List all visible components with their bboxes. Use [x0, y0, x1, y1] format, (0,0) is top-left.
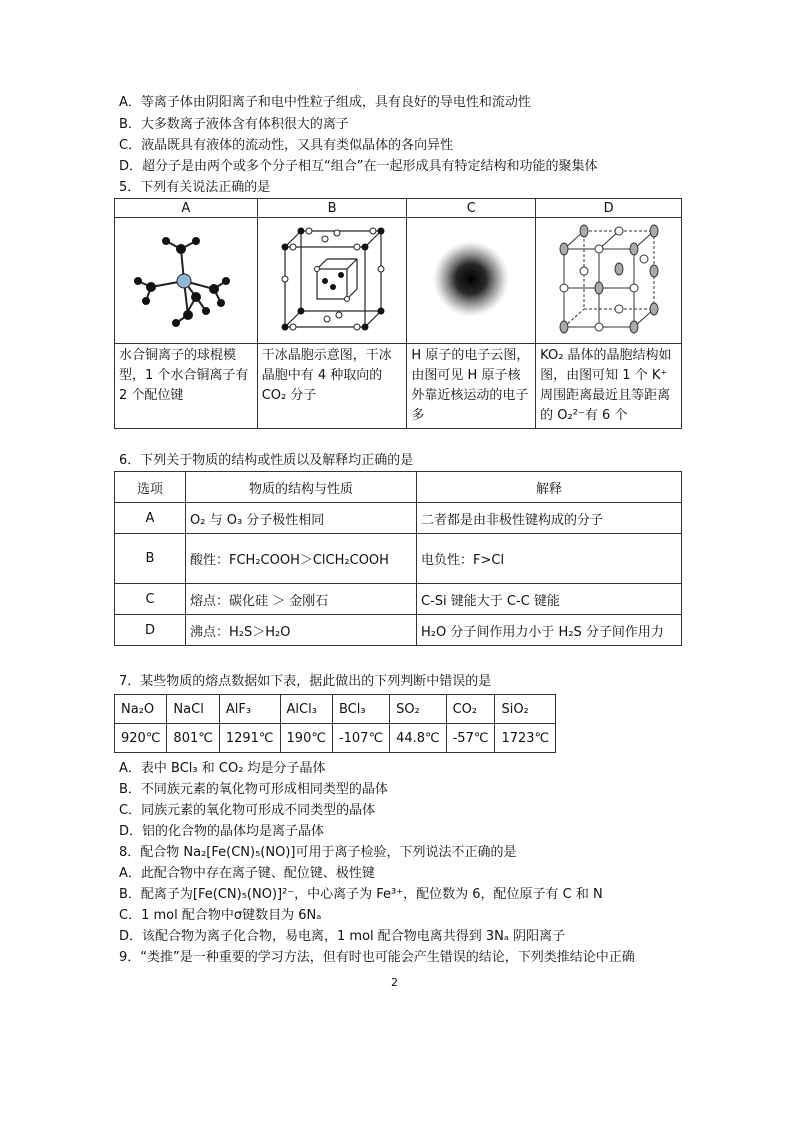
q6-row-d-option: D	[115, 615, 186, 646]
q7-melting-point: -107℃	[332, 724, 389, 753]
q4-option-d: D．超分子是由两个或多个分子相互“组合”在一起形成具有特定结构和功能的聚集体	[119, 159, 598, 174]
q6-header-option: 选项	[115, 472, 186, 503]
q4-option-b: B．大多数离子液体含有体积很大的离子	[119, 117, 349, 132]
hydrogen-electron-cloud-diagram	[407, 218, 536, 344]
q7-substance: NaCl	[167, 695, 219, 724]
q7-substance: Na₂O	[115, 695, 167, 724]
q6-header-property: 物质的结构与性质	[186, 472, 417, 503]
q5-header-c: C	[407, 199, 536, 218]
q5-stem: 5．下列有关说法正确的是	[119, 180, 271, 195]
q7-substance: BCl₃	[332, 695, 389, 724]
q6-row-b-property: 酸性：FCH₂COOH＞ClCH₂COOH	[186, 534, 417, 584]
q6-header-explanation: 解释	[417, 472, 682, 503]
q7-melting-point: 44.8℃	[390, 724, 447, 753]
q8-stem: 8．配合物 Na₂[Fe(CN)₅(NO)]可用于离子检验，下列说法不正确的是	[119, 845, 517, 860]
q6-row-a-explanation: 二者都是由非极性键构成的分子	[417, 503, 682, 534]
q7-substance: AlF₃	[219, 695, 280, 724]
q9-stem: 9．“类推”是一种重要的学习方法，但有时也可能会产生错误的结论，下列类推结论中正确	[119, 950, 635, 965]
q7-melting-point: 190℃	[280, 724, 332, 753]
q4-option-c: C．液晶既具有液体的流动性，又具有类似晶体的各向异性	[119, 138, 454, 153]
q5-header-d: D	[536, 199, 682, 218]
q7-melting-point: 1291℃	[219, 724, 280, 753]
q7-melting-point-table	[114, 694, 556, 753]
q5-table	[114, 198, 682, 429]
q5-header-b: B	[257, 199, 407, 218]
q7-melting-point: -57℃	[446, 724, 495, 753]
q7-option-d: D．铝的化合物的晶体均是离子晶体	[119, 824, 325, 839]
q7-melting-point: 920℃	[115, 724, 167, 753]
q5-header-a: A	[115, 199, 258, 218]
page-number: 2	[391, 976, 398, 989]
q7-option-b: B．不同族元素的氧化物可形成相同类型的晶体	[119, 782, 388, 797]
ko2-crystal-cell-diagram	[536, 218, 682, 344]
q5-caption-d: KO₂ 晶体的晶胞结构如图，由图可知 1 个 K⁺周围距离最近且等距离的 O₂²⁻有 6 个	[536, 344, 682, 429]
q6-row-c-explanation: C-Si 键能大于 C-C 键能	[417, 584, 682, 615]
q7-melting-point: 1723℃	[495, 724, 556, 753]
q6-row-d-property: 沸点：H₂S＞H₂O	[186, 615, 417, 646]
q7-substance: CO₂	[446, 695, 495, 724]
q6-table	[114, 471, 682, 646]
q8-option-a: A．此配合物中存在离子键、配位键、极性键	[119, 866, 375, 881]
q5-caption-c: H 原子的电子云图，由图可见 H 原子核外靠近核运动的电子多	[407, 344, 536, 429]
q7-substance: AlCl₃	[280, 695, 332, 724]
q6-row-c-property: 熔点：碳化硅 ＞ 金刚石	[186, 584, 417, 615]
q7-option-a: A．表中 BCl₃ 和 CO₂ 均是分子晶体	[119, 761, 326, 776]
q6-row-d-explanation: H₂O 分子间作用力小于 H₂S 分子间作用力	[417, 615, 682, 646]
q7-option-c: C．同族元素的氧化物可形成不同类型的晶体	[119, 803, 376, 818]
q6-row-c-option: C	[115, 584, 186, 615]
q8-option-d: D．该配合物为离子化合物，易电离，1 mol 配合物电离共得到 3Nₐ 阴阳离子	[119, 929, 566, 944]
q7-substance: SO₂	[390, 695, 447, 724]
dry-ice-unit-cell-diagram	[257, 218, 407, 344]
q8-option-c: C．1 mol 配合物中σ键数目为 6Nₐ	[119, 908, 322, 923]
q8-option-b: B．配离子为[Fe(CN)₅(NO)]²⁻，中心离子为 Fe³⁺，配位数为 6，配位原子有 C 和 N	[119, 887, 603, 902]
hydrated-copper-ball-stick-model	[115, 218, 258, 344]
q6-row-b-explanation: 电负性：F>Cl	[417, 534, 682, 584]
q5-caption-b: 干冰晶胞示意图，干冰晶胞中有 4 种取向的 CO₂ 分子	[257, 344, 407, 429]
q5-caption-a: 水合铜离子的球棍模型，1 个水合铜离子有 2 个配位键	[115, 344, 258, 429]
q4-option-a: A．等离子体由阴阳离子和电中性粒子组成，具有良好的导电性和流动性	[119, 95, 531, 110]
q6-row-b-option: B	[115, 534, 186, 584]
q6-stem: 6．下列关于物质的结构或性质以及解释均正确的是	[119, 453, 414, 468]
q6-row-a-option: A	[115, 503, 186, 534]
q7-stem: 7．某些物质的熔点数据如下表，据此做出的下列判断中错误的是	[119, 674, 492, 689]
q6-row-a-property: O₂ 与 O₃ 分子极性相同	[186, 503, 417, 534]
q7-melting-point: 801℃	[167, 724, 219, 753]
q7-substance: SiO₂	[495, 695, 556, 724]
